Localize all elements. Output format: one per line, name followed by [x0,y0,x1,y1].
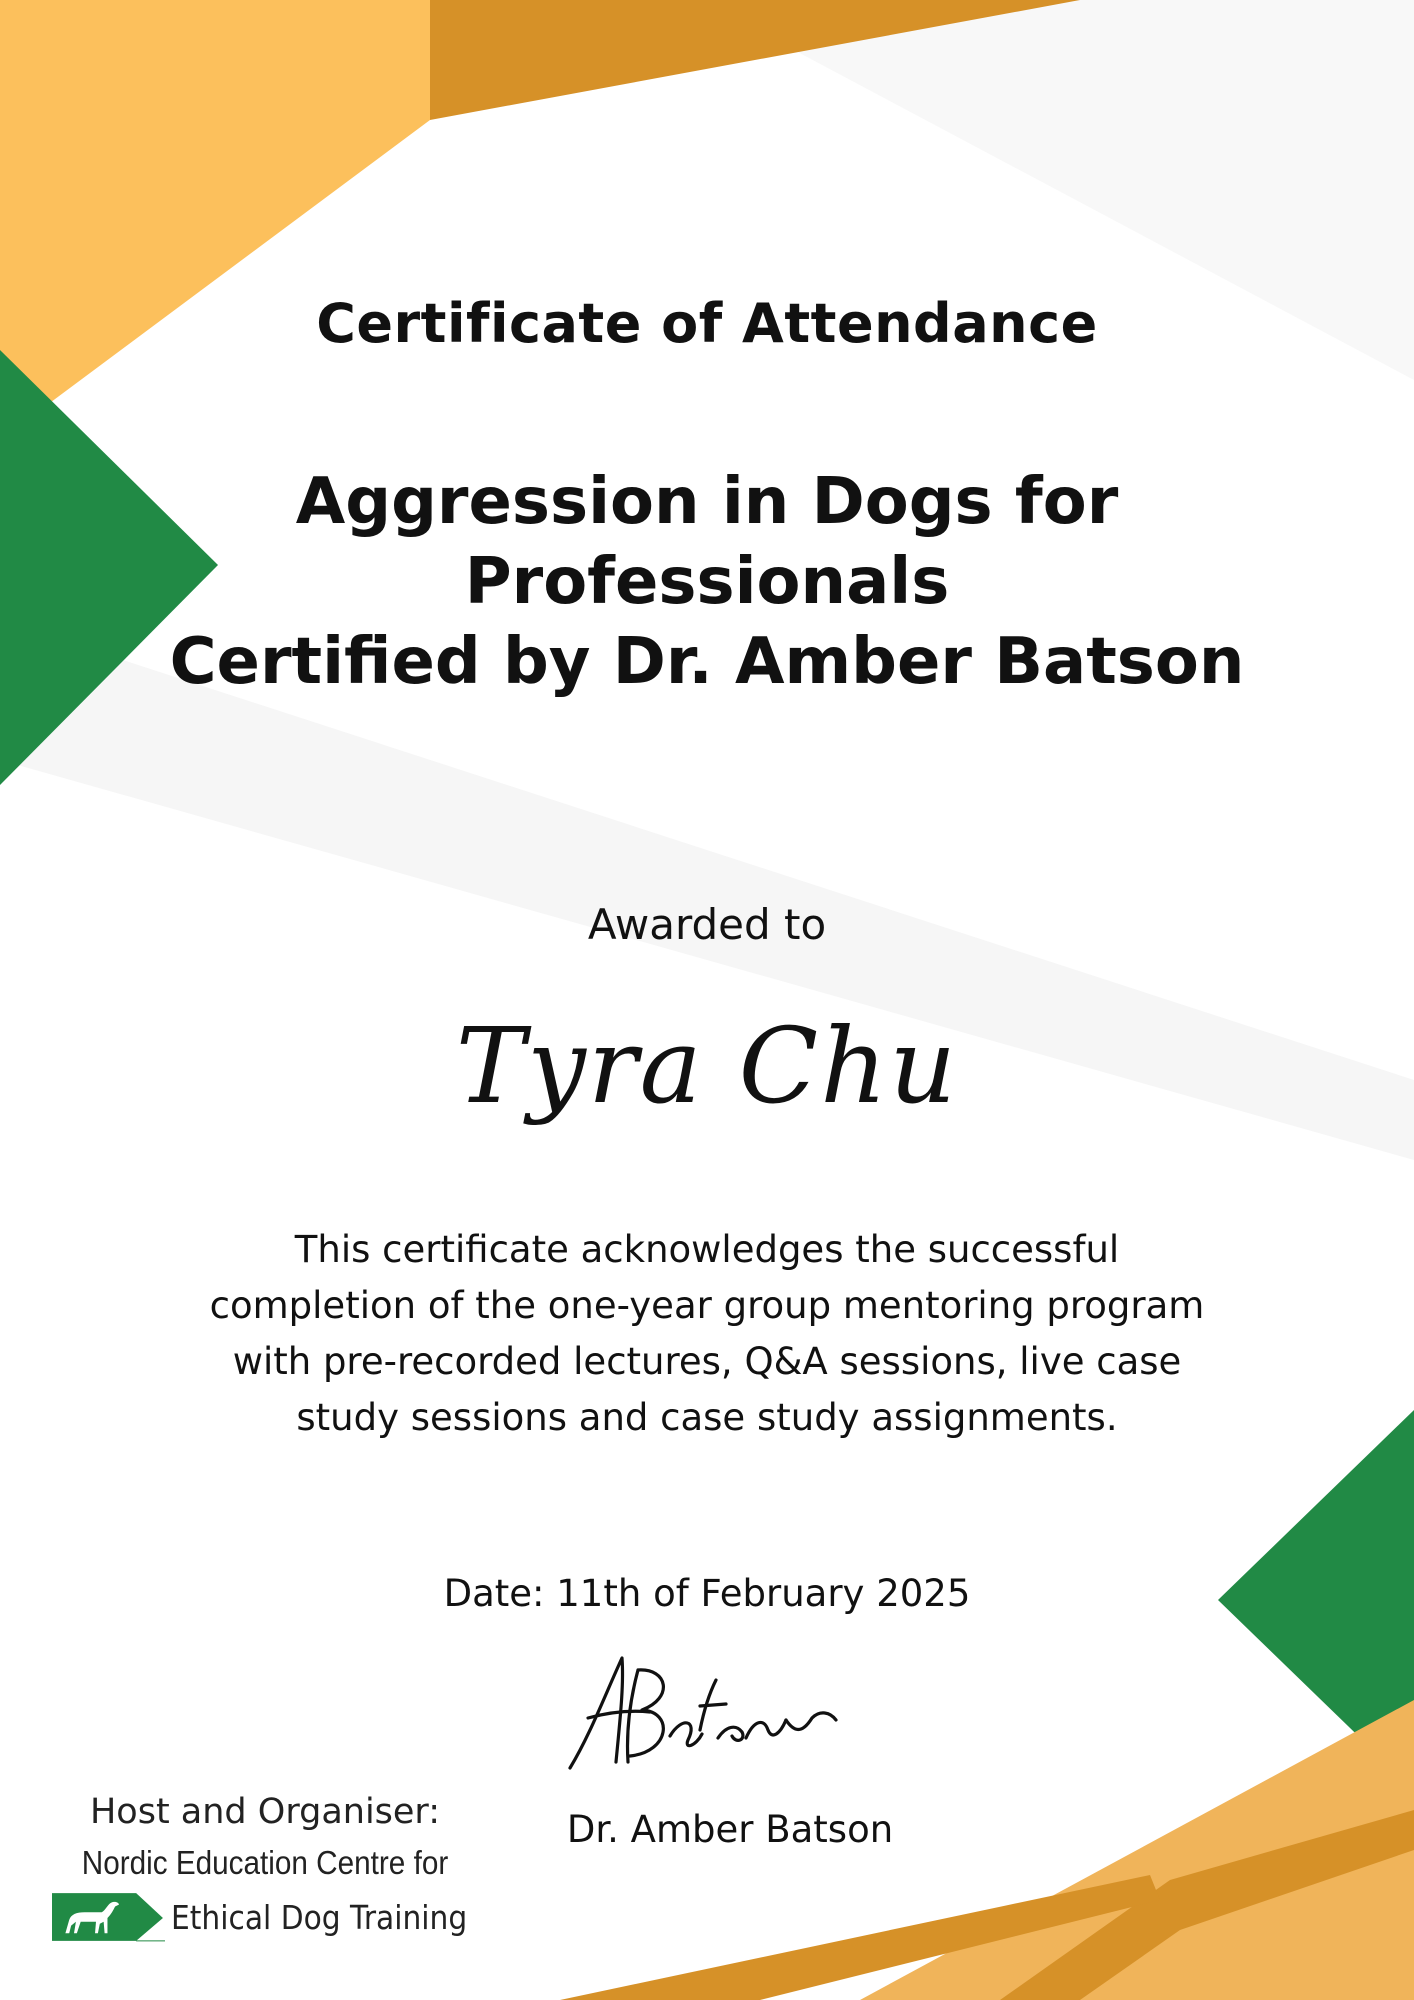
signer-name: Dr. Amber Batson [566,1808,894,1851]
certificate-description [0,1222,1414,1446]
handwritten-signature [550,1640,870,1780]
description-line-4: study sessions and case study assignments. [296,1396,1118,1439]
awarded-label: Awarded to [587,900,827,949]
recipient-name: Tyra Chu [455,1005,959,1127]
organisation-name-line-1: Nordic Education Centre for [81,1844,449,1881]
course-title [0,462,1414,702]
organisation-name-line-2: Ethical Dog Training [170,1897,468,1937]
greyhound-logo-icon [52,1890,165,1944]
certificate-date: Date: 11th of February 2025 [443,1572,971,1615]
host-label: Host and Organiser: [89,1792,441,1832]
course-title-line-2: Professionals [464,545,950,619]
course-title-line-1: Aggression in Dogs for [295,465,1119,539]
certificate-title: Certificate of Attendance [316,292,1098,355]
organisation-logo-row [30,1890,500,1944]
description-line-2: completion of the one-year group mentoring program [209,1284,1205,1327]
description-line-3: with pre-recorded lectures, Q&A sessions, live case [232,1340,1182,1383]
host-organiser-block [30,1792,500,1944]
course-title-line-3: Certified by Dr. Amber Batson [169,625,1245,699]
description-line-1: This certificate acknowledges the successful [294,1228,1120,1271]
